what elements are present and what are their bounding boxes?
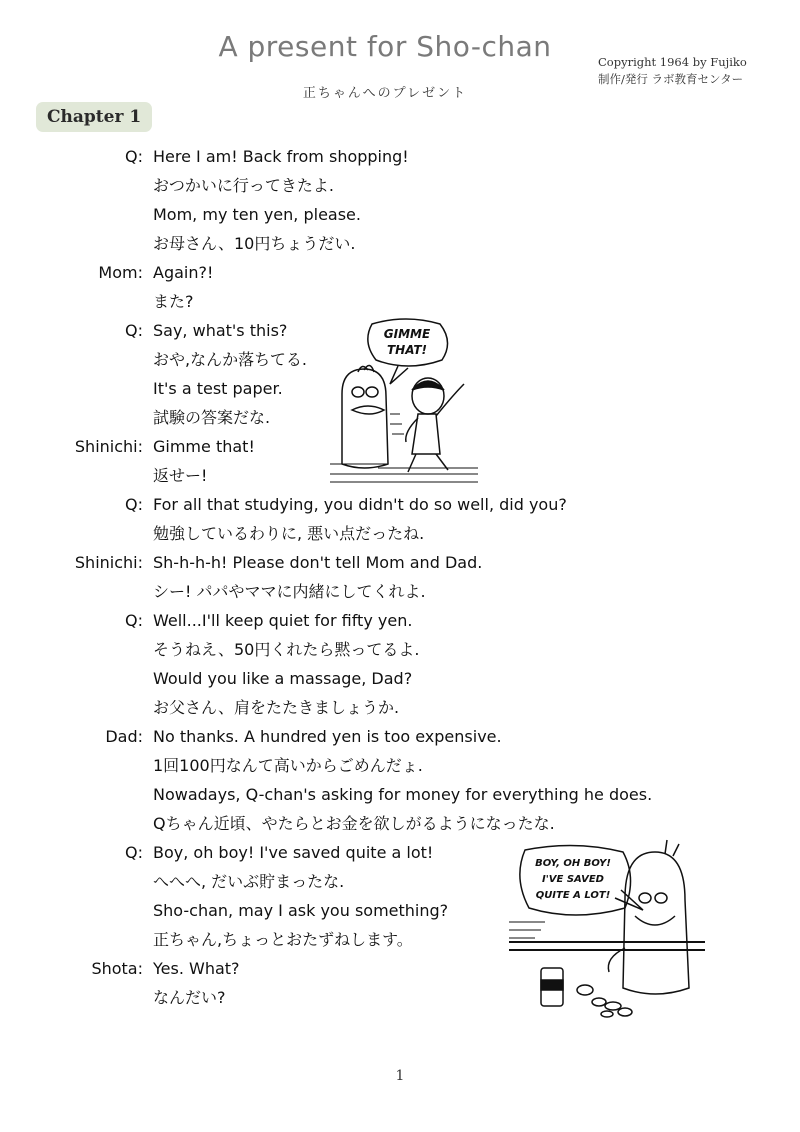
line-text: Qちゃん近頃、やたらとお金を欲しがるようになったな. xyxy=(153,814,555,833)
document-title: A present for Sho-chan xyxy=(218,30,552,63)
speaker: Shinichi: xyxy=(74,437,143,456)
dialogue-line xyxy=(0,780,800,809)
line-text: お母さん、10円ちょうだい. xyxy=(153,234,356,253)
q-taro-hair xyxy=(665,840,679,856)
speaker: Dad: xyxy=(105,727,143,746)
q-taro-mouth xyxy=(635,916,675,925)
illustration-q-savings xyxy=(505,838,715,1023)
q-taro-eye xyxy=(366,387,378,397)
copyright-block xyxy=(598,54,798,88)
line-text: そうねえ、50円くれたら黙ってるよ. xyxy=(153,640,420,659)
bubble-text: GIMME xyxy=(383,327,431,341)
line-text: Sho-chan, may I ask you something? xyxy=(153,901,449,920)
page-number: 1 xyxy=(395,1068,405,1084)
speaker: Mom: xyxy=(98,263,143,282)
bubble-text: THAT! xyxy=(386,343,428,357)
dialogue-line xyxy=(0,142,800,171)
line-text: おつかいに行ってきたよ. xyxy=(153,176,334,195)
dialogue-line xyxy=(0,258,800,287)
coin xyxy=(618,1008,632,1016)
line-text: It's a test paper. xyxy=(153,379,283,398)
q-taro-hair xyxy=(358,365,374,372)
shinichi-legs xyxy=(408,454,448,472)
speaker: Q: xyxy=(125,611,143,630)
line-text: Mom, my ten yen, please. xyxy=(153,205,361,224)
line-text: 試験の答案だな. xyxy=(153,408,271,427)
dialogue-line xyxy=(0,751,800,780)
line-text: なんだい? xyxy=(153,988,226,1007)
speaker: Q: xyxy=(125,495,143,514)
dialogue-line xyxy=(0,664,800,693)
line-text: Again?! xyxy=(153,263,214,282)
speaker: Q: xyxy=(125,843,143,862)
line-text: Here I am! Back from shopping! xyxy=(153,147,409,166)
line-text: Well...I'll keep quiet for fifty yen. xyxy=(153,611,413,630)
q-taro-eye xyxy=(639,893,651,903)
line-text: Would you like a massage, Dad? xyxy=(153,669,413,688)
coin xyxy=(592,998,606,1006)
q-taro-arm xyxy=(608,948,625,972)
coin xyxy=(605,1002,621,1010)
speaker: Q: xyxy=(125,321,143,340)
line-text: 1回100円なんて高いからごめんだょ. xyxy=(153,756,423,775)
line-text: お父さん、肩をたたきましょうか. xyxy=(153,698,400,717)
line-text: おや,なんか落ちてる. xyxy=(153,350,308,369)
comic-drawing xyxy=(328,314,488,484)
dialogue-line xyxy=(0,809,800,838)
line-text: Sh-h-h-h! Please don't tell Mom and Dad. xyxy=(153,553,483,572)
q-taro-figure xyxy=(342,369,388,468)
q-taro-figure xyxy=(623,852,689,994)
line-text: Yes. What? xyxy=(153,959,240,978)
speaker: Q: xyxy=(125,147,143,166)
dialogue-line xyxy=(0,287,800,316)
line-text: Say, what's this? xyxy=(153,321,288,340)
line-text: No thanks. A hundred yen is too expensive. xyxy=(153,727,502,746)
copyright-line: Copyright 1964 by Fujiko xyxy=(598,55,747,69)
dialogue-line xyxy=(0,171,800,200)
line-text: Nowadays, Q-chan's asking for money for everything he does. xyxy=(153,785,653,804)
dialogue-line xyxy=(0,548,800,577)
dialogue-line xyxy=(0,577,800,606)
document-subtitle: 正ちゃんへのプレゼント xyxy=(302,86,468,101)
table-edge xyxy=(509,942,705,950)
bubble-tail xyxy=(390,366,408,384)
speaker: Shinichi: xyxy=(74,553,143,572)
bubble-text: QUITE A LOT! xyxy=(535,890,611,901)
q-taro-eye xyxy=(352,387,364,397)
line-text: 正ちゃん,ちょっとおたずねします。 xyxy=(153,930,413,949)
publisher-line: 制作/発行 ラボ教育センター xyxy=(598,72,744,86)
dialogue-line xyxy=(0,490,800,519)
line-text: 勉強しているわりに, 悪い点だったね. xyxy=(153,524,425,543)
bubble-text: I'VE SAVED xyxy=(542,874,604,885)
jar-label xyxy=(541,980,563,990)
illustration-q-and-shinichi xyxy=(328,314,488,484)
speaker: Shota: xyxy=(91,959,143,978)
coin xyxy=(601,1011,613,1017)
line-text: また? xyxy=(153,292,194,311)
dialogue-line xyxy=(0,693,800,722)
line-text: For all that studying, you didn't do so well, did you? xyxy=(153,495,567,514)
dialogue-line xyxy=(0,635,800,664)
coin xyxy=(577,985,593,995)
line-text: へへへ, だいぶ貯まったな. xyxy=(153,872,345,891)
q-taro-mouth xyxy=(352,406,384,414)
wavy-lines xyxy=(509,922,545,938)
dialogue-line xyxy=(0,606,800,635)
comic-drawing xyxy=(505,838,715,1023)
line-text: Gimme that! xyxy=(153,437,255,456)
dialogue-line xyxy=(0,722,800,751)
line-text: Boy, oh boy! I've saved quite a lot! xyxy=(153,843,434,862)
line-text: 返せー! xyxy=(153,466,208,485)
dialogue-line xyxy=(0,200,800,229)
chapter-heading: Chapter 1 xyxy=(36,102,152,132)
line-text: シー! パパやママに内緒にしてくれよ. xyxy=(153,582,426,601)
q-taro-eye xyxy=(655,893,667,903)
dialogue-line xyxy=(0,519,800,548)
bubble-text: BOY, OH BOY! xyxy=(535,858,611,869)
dialogue-line xyxy=(0,229,800,258)
motion-lines xyxy=(390,414,404,434)
